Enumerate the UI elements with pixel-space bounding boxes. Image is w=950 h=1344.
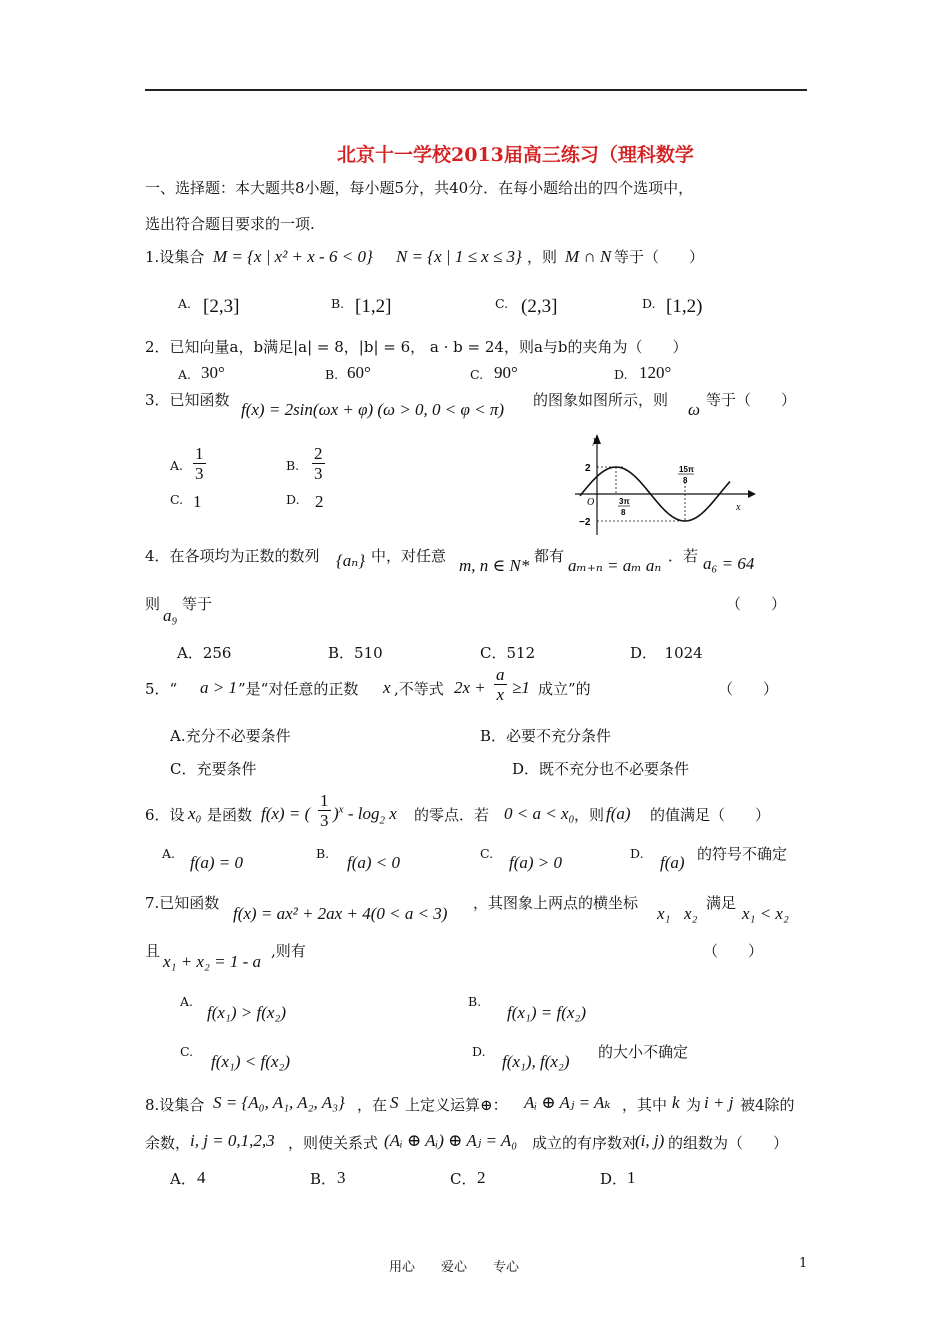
svg-text:8: 8 — [621, 508, 626, 517]
q4-paren: （ ） — [726, 595, 787, 613]
q5-option-d: D．既不充分也不必要条件 — [512, 760, 690, 778]
q6-option-a-label: A. — [162, 846, 176, 861]
q2-option-b-label: B. — [325, 367, 339, 382]
q6-text-d: ，则 — [574, 806, 605, 824]
q8-text-d: ，其中 — [622, 1096, 668, 1114]
q3-option-a-label: A. — [170, 458, 184, 473]
q3-option-c-label: C. — [170, 492, 184, 507]
graph-x-tick-15pi8 — [678, 465, 694, 485]
q8-text-b: ，在 — [357, 1096, 388, 1114]
q7-line2-a: 且 — [145, 942, 161, 960]
q2-option-d-label: D. — [614, 367, 628, 382]
q6-text-a: 6．设 — [145, 806, 185, 824]
q3-option-d-label: D. — [286, 492, 300, 507]
svg-text:15π: 15π — [679, 465, 695, 474]
q8-ij: i + j — [704, 1093, 734, 1112]
q7-x1: x₁ — [657, 904, 671, 923]
q5-x: x — [383, 678, 391, 697]
q8-text-c: 上定义运算⊕： — [405, 1096, 508, 1114]
svg-text:3π: 3π — [619, 497, 630, 506]
q5-ineq-right: ≥1 — [512, 678, 530, 697]
q8-option-c-value: 2 — [477, 1168, 486, 1187]
q8-option-a-value: 4 — [197, 1168, 206, 1187]
q7-option-d-value: f(x₁), f(x₂) — [502, 1052, 570, 1071]
q6-text-c: 的零点．若 — [414, 806, 490, 824]
q8-rel: (Aᵢ ⊕ Aᵢ) ⊕ Aⱼ = A₀ — [384, 1131, 518, 1150]
q4-given: a₆ = 64 — [703, 554, 755, 573]
q7-text-c: 满足 — [706, 894, 737, 912]
q1-option-a-value: [2,3] — [203, 296, 240, 317]
q8-option-b-value: 3 — [337, 1168, 346, 1187]
q6-option-d-tail: 的符号不确定 — [697, 845, 788, 863]
q1-option-b-label: B. — [331, 296, 345, 311]
q4-text-b: 中，对任意 — [371, 547, 447, 565]
q7-option-d-label: D. — [472, 1044, 486, 1059]
q3-formula: f(x) = 2sin(ωx + φ) (ω > 0, 0 < φ < π) — [241, 400, 505, 419]
q5-option-c: C．充要条件 — [170, 760, 257, 778]
q4-option-a: A．256 — [177, 644, 232, 662]
q5-text-c: ,不等式 — [394, 680, 444, 698]
q7-option-b-label: B. — [468, 994, 482, 1009]
page-title: 北京十一学校2013届高三练习（理科数学 — [337, 144, 694, 166]
q8-line2-c: 成立的有序数对 — [532, 1134, 638, 1152]
q1-expr: M ∩ N — [565, 247, 612, 266]
q2-option-d-value: 120° — [639, 363, 672, 382]
q4-cond: m, n ∈ N* — [459, 556, 530, 575]
q6-cond: 0 < a < x₀ — [504, 804, 575, 823]
q2-option-a-label: A. — [178, 367, 192, 382]
q7-option-c-label: C. — [180, 1044, 194, 1059]
header-rule — [145, 89, 807, 91]
q8-text-f: 被4除的 — [740, 1096, 795, 1114]
q4-rel: aₘ₊ₙ = aₘ aₙ — [568, 556, 662, 575]
q8-pair: (i, j) — [635, 1131, 665, 1150]
q2-option-b-value: 60° — [347, 363, 371, 382]
q1-tail: 等于（ ） — [614, 248, 705, 266]
q7-option-c-value: f(x₁) < f(x₂) — [211, 1052, 290, 1071]
q4-line2-b: 等于 — [182, 595, 213, 613]
q6-func-left: f(x) = ( — [261, 804, 311, 823]
q7-text-a: 7.已知函数 — [145, 894, 220, 912]
q4-line2: 则 — [145, 595, 161, 613]
q8-option-c-label: C． — [450, 1170, 477, 1188]
section-intro-line2: 选出符合题目要求的一项. — [145, 215, 315, 233]
q5-option-b: B．必要不充分条件 — [480, 727, 612, 745]
q6-func-frac: $\frac{1}{3}$ — [320, 791, 329, 830]
graph-y-label: y — [593, 435, 598, 446]
graph-y-tick-neg2: −2 — [579, 517, 591, 528]
q1-set-M: M = {x | x² + x - 6 < 0} — [213, 247, 373, 266]
q1-option-b-value: [1,2] — [355, 296, 392, 317]
q7-line2-b: ,则有 — [271, 942, 306, 960]
q8-text-a: 8.设集合 — [145, 1096, 205, 1114]
q3-omega: ω — [688, 400, 701, 419]
q7-option-a-value: f(x₁) > f(x₂) — [207, 1003, 286, 1022]
q8-k: k — [672, 1093, 680, 1112]
q2-option-a-value: 30° — [201, 363, 225, 382]
q5-paren: （ ） — [718, 680, 779, 698]
q1-option-d-value: [1,2) — [666, 296, 703, 317]
q6-option-b-label: B. — [316, 846, 330, 861]
page-number: 1 — [799, 1256, 808, 1271]
q3-sine-graph — [570, 430, 760, 540]
q1-set-N: N = {x | 1 ≤ x ≤ 3} — [396, 247, 522, 266]
q8-S: S — [390, 1093, 399, 1112]
q4-option-c: C．512 — [480, 644, 536, 662]
graph-origin-label: O — [587, 497, 595, 508]
graph-y-tick-2: 2 — [585, 463, 591, 474]
q1-ask: ，则 — [527, 248, 558, 266]
q4-text-a: 4．在各项均为正数的数列 — [145, 547, 320, 565]
q4-text-d: ．若 — [668, 547, 699, 565]
q8-option-a-label: A． — [170, 1170, 196, 1188]
q7-option-a-label: A. — [180, 994, 194, 1009]
q4-text-c: 都有 — [534, 547, 565, 565]
q7-cond: x₁ < x₂ — [742, 904, 789, 923]
svg-text:8: 8 — [683, 476, 688, 485]
q3-option-b-value: $\frac{2}{3}$ — [314, 444, 323, 483]
q6-option-c-label: C. — [480, 846, 494, 861]
q7-text-b: ，其图象上两点的横坐标 — [473, 894, 639, 912]
q6-x0: x₀ — [188, 804, 202, 823]
q8-option-d-value: 1 — [627, 1168, 636, 1187]
q8-line2-d: 的组数为（ ） — [668, 1134, 789, 1152]
q7-paren: （ ） — [703, 942, 764, 960]
q4-seq: {aₙ} — [336, 551, 365, 570]
q7-cond2: x₁ + x₂ = 1 - a — [163, 952, 262, 971]
q2-text: 2．已知向量a，b满足|a| = 8，|b| = 6， a · b = 24，则a与b的夹角为（ ） — [145, 338, 688, 356]
q2-option-c-value: 90° — [494, 363, 518, 382]
q3-tail: 的图象如图所示，则 — [533, 391, 669, 409]
q1-option-c-label: C. — [495, 296, 509, 311]
q3-tail2: 等于（ ） — [706, 391, 797, 409]
q8-set: S = {A₀, A₁, A₂, A₃} — [213, 1093, 345, 1112]
footer-motto: 用心 爱心 专心 — [389, 1260, 520, 1275]
q1-option-a-label: A. — [178, 296, 192, 311]
q6-option-d-label: D. — [630, 846, 644, 861]
q8-line2-b: ，则使关系式 — [288, 1134, 379, 1152]
q1-option-c-value: (2,3] — [521, 296, 558, 317]
q8-option-b-label: B． — [310, 1170, 337, 1188]
q1-option-d-label: D. — [642, 296, 656, 311]
section-intro-line1: 一、选择题：本大题共8小题，每小题5分，共40分．在每小题给出的四个选项中， — [145, 179, 694, 197]
q8-idx: i, j = 0,1,2,3 — [190, 1131, 275, 1150]
q6-func-right: )$^x - \log_2 x$ — [333, 803, 397, 827]
q1-number: 1.设集合 — [145, 248, 205, 266]
q6-fa: f(a) — [606, 804, 631, 823]
graph-x-tick-3pi8 — [618, 497, 630, 517]
q7-x2: x₂ — [684, 904, 698, 923]
q3-number: 3．已知函数 — [145, 391, 230, 409]
x-axis-arrow-icon — [748, 490, 756, 498]
q6-option-d-value: f(a) — [660, 853, 685, 872]
q8-text-e: 为 — [686, 1096, 702, 1114]
q3-option-c-value: 1 — [193, 492, 202, 511]
q5-ineq-left: 2x + — [454, 678, 486, 697]
q6-option-b-value: f(a) < 0 — [347, 853, 401, 872]
q6-text-e: 的值满足（ ） — [650, 806, 771, 824]
q5-option-a: A.充分不必要条件 — [170, 727, 291, 745]
q5-text-a: 5．“ — [145, 680, 178, 698]
q7-option-b-value: f(x₁) = f(x₂) — [507, 1003, 586, 1022]
q8-option-d-label: D． — [600, 1170, 628, 1188]
q6-option-c-value: f(a) > 0 — [509, 853, 563, 872]
q8-line2-a: 余数， — [145, 1134, 191, 1152]
q4-option-b: B．510 — [328, 644, 383, 662]
q4-target: a₉ — [163, 606, 178, 625]
q7-option-d-tail: 的大小不确定 — [598, 1043, 689, 1061]
q5-ineq-frac: $\frac{a}{x}$ — [496, 665, 505, 704]
graph-x-label: x — [736, 502, 741, 513]
q8-op: Aᵢ ⊕ Aⱼ = Aₖ — [524, 1093, 611, 1112]
q7-func: f(x) = ax² + 2ax + 4(0 < a < 3) — [233, 904, 448, 923]
q6-option-a-value: f(a) = 0 — [190, 853, 244, 872]
q3-option-b-label: B. — [286, 458, 300, 473]
q5-text-b: ”是“对任意的正数 — [238, 680, 359, 698]
q5-text-d: 成立”的 — [538, 680, 591, 698]
q5-cond: a > 1 — [200, 678, 237, 697]
q2-option-c-label: C. — [470, 367, 484, 382]
q3-option-d-value: 2 — [315, 492, 324, 511]
q6-text-b: 是函数 — [207, 806, 253, 824]
q3-option-a-value: $\frac{1}{3}$ — [195, 444, 204, 483]
q4-option-d: D． 1024 — [630, 644, 703, 662]
